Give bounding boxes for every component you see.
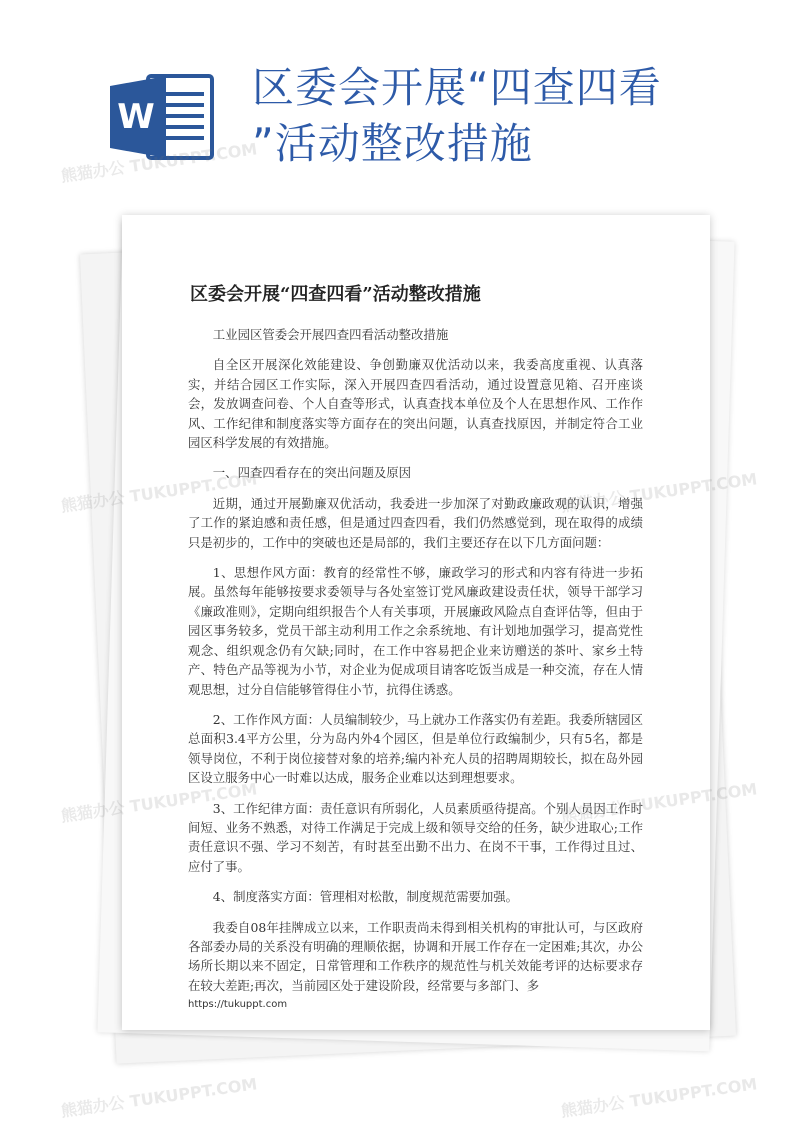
banner-title-line1: 区委会开展“四查四看	[252, 63, 662, 112]
watermark: 熊猫办公 TUKUPPT.COM	[59, 139, 259, 186]
paragraph: 3、工作纪律方面：责任意识有所弱化，人员素质亟待提高。个别人员因工作时间短、业务不熟悉，对待工作满足于完成上级和领导交给的任务，缺少进取心;工作责任意识不强、学习不刻苦，有时甚至出勤不出力、在岗不干事，工作得过且过、应付了事。	[188, 800, 643, 874]
paragraph: 近期，通过开展勤廉双优活动，我委进一步加深了对勤政廉政观的认识，增强了工作的紧迫感和责任感，但是通过四查四看，我们仍然感觉到，现在取得的成绩只是初步的，工作中的突破也还是局部的，我们主要还存在以下几方面问题：	[188, 495, 643, 550]
paragraph: 2、工作作风方面：人员编制较少，马上就办工作落实仍有差距。我委所辖园区总面积3.4平方公里，分为岛内外4个园区，但是单位行政编制少，只有5名，都是领导岗位，不利于岗位接替对象的培养;编内补充人员的招聘周期较长，拟在岛外园区设立服务中心一时难以达成，服务企业难以达到理想要求。	[188, 711, 643, 786]
banner-title	[252, 60, 722, 172]
paragraph: 工业园区管委会开展四查四看活动整改措施	[212, 327, 449, 342]
watermark: 熊猫办公 TUKUPPT.COM	[559, 1074, 759, 1121]
footer-url: https://tukuppt.com	[188, 999, 288, 1010]
paragraph: 1、思想作风方面：教育的经常性不够，廉政学习的形式和内容有待进一步拓展。虽然每年能够按要求委领导与各处室签订党风廉政建设责任状，领导干部学习《廉政准则》，定期向组织报告个人有关事项，开展廉政风险点自查评估等，但由于园区事务较多，党员干部主动利用工作之余系统地、有计划地加强学习，提高党性观念、组织观念仍有欠缺;同时，在工作中容易把企业来访赠送的茶叶、家乡土特产、特色产品等视为小节，对企业为促成项目请客吃饭当成是一种交流，存在人情观思想，过分自信能够管得住小节，抗得住诱惑。	[188, 565, 643, 697]
section-heading: 一、四查四看存在的突出问题及原因	[212, 465, 412, 481]
svg-text:W: W	[117, 97, 155, 137]
document-body	[188, 325, 643, 1006]
banner-title-line2: ”活动整改措施	[252, 119, 533, 168]
word-document-icon	[108, 72, 218, 162]
watermark: 熊猫办公 TUKUPPT.COM	[59, 1074, 259, 1121]
paragraph: 4、制度落实方面：管理相对松散，制度规范需要加强。	[212, 889, 519, 905]
watermark: 熊猫办公	[59, 797, 126, 826]
document-title: 区委会开展“四查四看”活动整改措施	[190, 284, 481, 305]
paragraph: 自全区开展深化效能建设、争创勤廉双优活动以来，我委高度重视、认真落实，并结合园区工作实际，深入开展四查四看活动，通过设置意见箱、召开座谈会，发放调查问卷、个人自查等形式，认真查找本单位及个人在思想作风、工作作风、工作纪律和制度落实等方面存在的突出问题，认真查找原因，并制定符合工业园区科学发展的有效措施。	[188, 357, 643, 451]
document-page	[122, 215, 710, 1030]
banner	[0, 0, 800, 200]
paragraph: 我委自08年挂牌成立以来，工作职责尚未得到相关机构的审批认可，与区政府各部委办局的关系没有明确的理顺依据，协调和开展工作存在一定困难;其次，办公场所长期以来不固定，日常管理和工作秩序的规范性与机关效能考评的达标要求存在较大差距;再次，当前园区处于建设阶段，经常要与多部门、多	[188, 919, 643, 993]
